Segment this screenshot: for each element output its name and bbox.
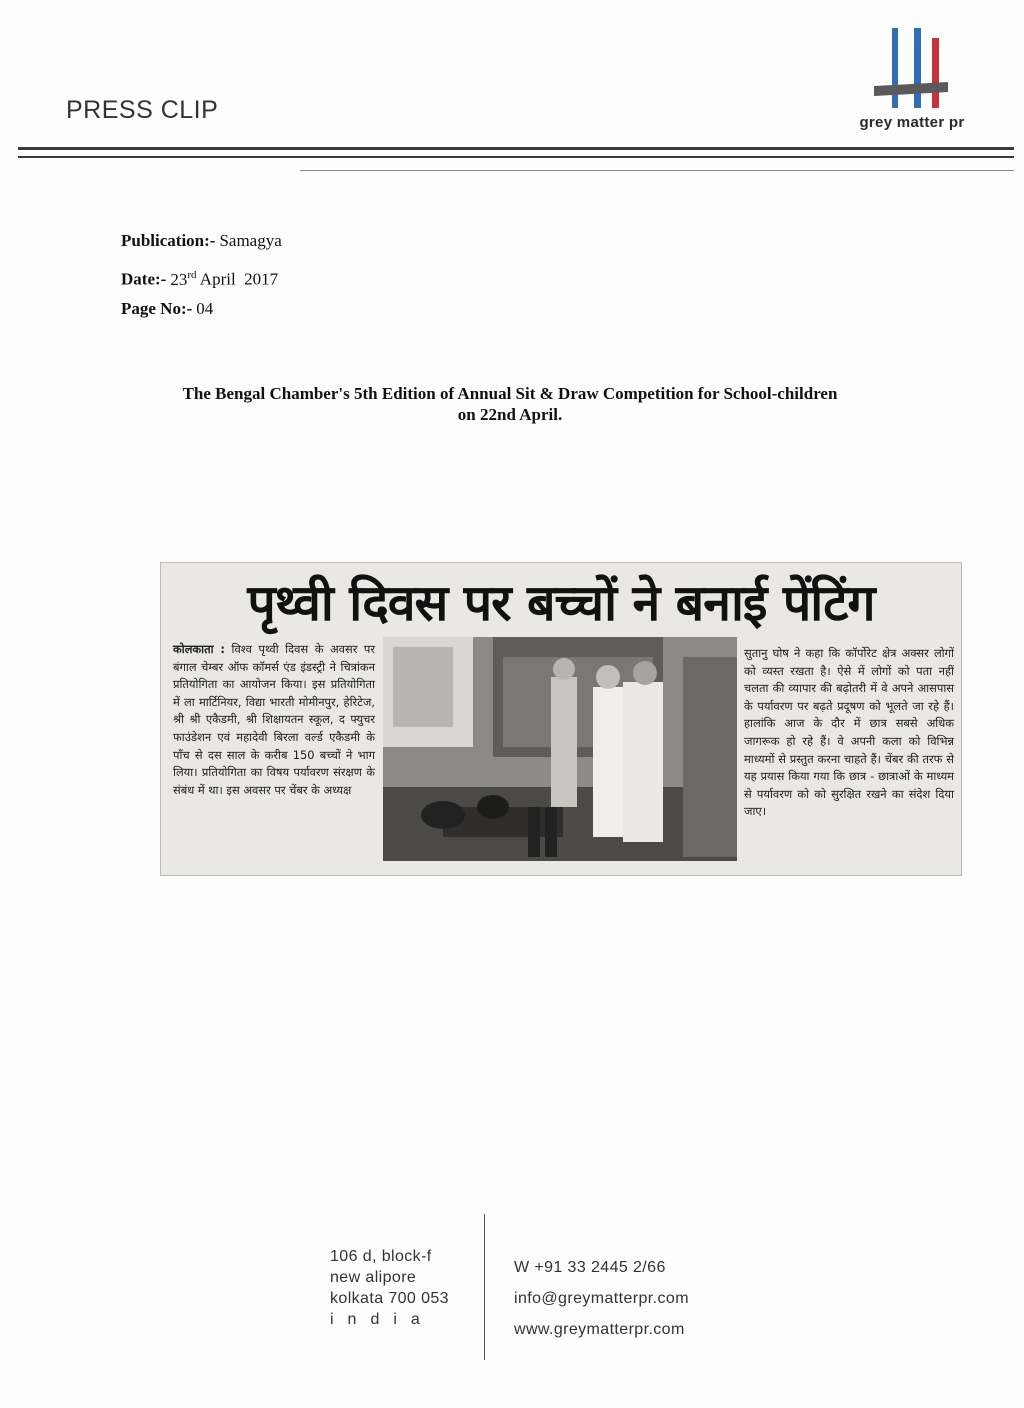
newspaper-clipping [160, 562, 962, 876]
date-row [121, 264, 282, 298]
address-line-1: 106 d, block-f [330, 1248, 432, 1265]
footer-contact [514, 1252, 689, 1345]
clipping-right-column: सुतानु घोष ने कहा कि कॉर्पोरेट क्षेत्र अक्सर लोगों को व्यस्त रखता है। ऐसे में लोगों को पता नहीं चलता की व्यापार की बढ़ोतरी में वे अपने आसपास के पर्यावरण पर बढ़ते प्रदूषण को भूलते जा रहे हैं। हालांकि आज के दौर में छात्र सबसे अधिक जागरूक हो रहे हैं। वे अपनी कला को विभिन्न माध्यमों से प्रस्तुत करना चाहते हैं। चेंबर की तरफ से यह प्रयास किया गया कि छात्र - छात्राओं के माध्यम से पर्यावरण को को सुरक्षित रखने का संदेश दिया जाए। [744, 646, 954, 819]
contact-email-link[interactable]: info@greymatterpr.com [514, 1290, 689, 1307]
grey-matter-pr-logo [852, 26, 972, 136]
contact-website-link[interactable]: www.greymatterpr.com [514, 1321, 685, 1338]
logo-mark-icon [872, 26, 952, 112]
clipping-city: कोलकाता : [173, 642, 225, 656]
date-suffix: rd [187, 269, 197, 281]
page-row [121, 298, 282, 332]
headline-line-1: The Bengal Chamber's 5th Edition of Annual Sit & Draw Competition for School-children [182, 384, 838, 403]
footer-address [330, 1246, 449, 1330]
date-day: 23 [170, 269, 188, 289]
header-rule-thin [18, 156, 1014, 158]
header-rule-faint [300, 170, 1014, 171]
date-label: Date:- [121, 269, 167, 289]
page-label: Page No:- [121, 299, 193, 318]
press-clip-title: PRESS CLIP [66, 96, 219, 124]
event-photo-image [383, 637, 737, 861]
page-value: 04 [196, 299, 214, 318]
clipping-left-text: विश्व पृथ्वी दिवस के अवसर पर बंगाल चेम्बर ऑफ कॉमर्स एंड इंडस्ट्री ने चित्रांकन प्रतियोगिता का आयोजन किया। इस प्रतियोगिता में ला मार्टिनियर, विद्या भारती मोमीनपुर, हेरिटेज, श्री श्री एकैडमी, श्री शिक्षायतन स्कूल, द फ्युचर फाउंडेशन एवं महादेवी बिरला वर्ल्ड एकैडमी के पाँच से दस साल के करीब 150 बच्चों ने भाग लिया। प्रतियोगिता का विषय पर्यावरण संरक्षण के संबंध में था। इस अवसर पर चेंबर के अध्यक्ष [173, 642, 376, 797]
clipping-headline: पृथ्वी दिवस पर बच्चों ने बनाई पेंटिंग [247, 574, 875, 632]
clipping-photo [383, 637, 737, 861]
publication-meta [121, 230, 282, 332]
contact-phone: W +91 33 2445 2/66 [514, 1259, 666, 1276]
article-headline [100, 383, 920, 425]
address-country: india [330, 1311, 434, 1328]
publication-label: Publication:- [121, 231, 216, 250]
headline-line-2: on 22nd April. [457, 405, 563, 424]
address-line-2: new alipore [330, 1269, 417, 1286]
publication-value: Samagya [219, 231, 282, 250]
clipping-left-column [173, 641, 375, 799]
address-line-3: kolkata 700 053 [330, 1290, 449, 1307]
publication-row [121, 230, 282, 264]
date-rest: April 2017 [199, 269, 279, 289]
header-rule-thick [18, 147, 1014, 150]
footer-divider [484, 1214, 485, 1360]
logo-text: grey matter pr [859, 114, 965, 131]
